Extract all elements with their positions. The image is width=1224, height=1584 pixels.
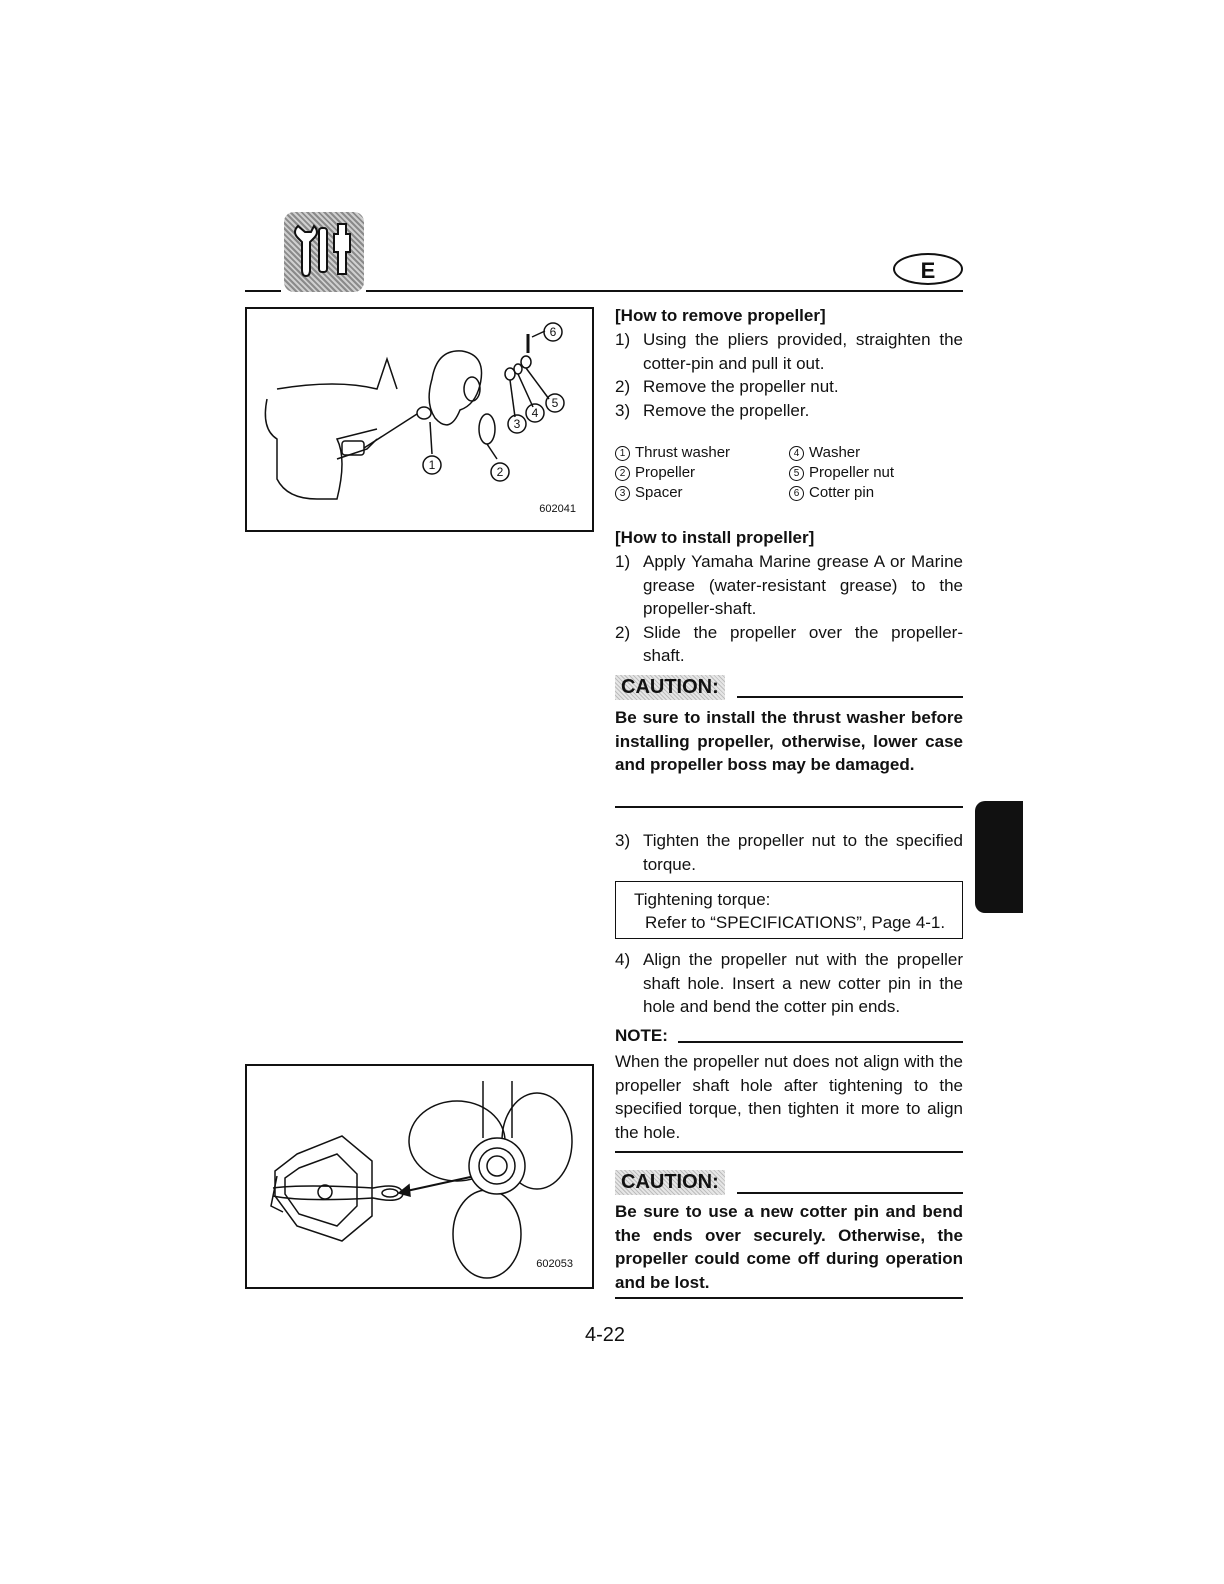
legend-item: 3 Spacer	[615, 483, 789, 503]
caution-end-rule	[615, 1297, 963, 1299]
remove-steps	[615, 328, 963, 422]
legend-item: 4 Washer	[789, 443, 963, 463]
parts-legend	[615, 443, 963, 503]
torque-title: Tightening torque:	[634, 890, 771, 909]
note-rule	[678, 1041, 963, 1043]
figure-number: 602041	[539, 503, 576, 515]
install-heading: [How to install propeller]	[615, 528, 815, 547]
callout-3: 3	[513, 417, 521, 431]
caution-rule	[737, 1192, 963, 1194]
callout-4: 4	[531, 406, 539, 420]
callout-6: 6	[549, 325, 557, 339]
caution-text: Be sure to install the thrust washer before installing propeller, otherwise, lower case and propeller boss may be damaged.	[615, 708, 963, 774]
legend-item: 1 Thrust washer	[615, 443, 789, 463]
caution-text: Be sure to use a new cotter pin and bend the ends over securely. Otherwise, the propeller could come off during operation and be lost.	[615, 1202, 963, 1292]
page-number: 4-22	[584, 1324, 626, 1346]
language-badge: E	[893, 253, 963, 285]
note-label: NOTE:	[615, 1026, 668, 1045]
callout-5: 5	[551, 396, 559, 410]
caution-label: CAUTION:	[615, 675, 725, 700]
note-text: When the propeller nut does not align with the propeller shaft hole after tightening to the specified torque, then tighten it more to align the hole.	[615, 1052, 963, 1142]
install-step-3	[615, 829, 963, 876]
caution-label: CAUTION:	[615, 1170, 725, 1195]
caution-rule	[737, 696, 963, 698]
callout-1: 1	[428, 458, 436, 472]
list-item: 2) Remove the propeller nut.	[615, 377, 839, 396]
list-item: 1) Apply Yamaha Marine grease A or Marine grease (water-resistant grease) to the propeller-shaft.	[615, 552, 963, 618]
torque-reference: Refer to “SPECIFICATIONS”, Page 4-1.	[645, 913, 946, 932]
list-item: 4) Align the propeller nut with the propeller shaft hole. Insert a new cotter pin in the hole and bend the cotter pin ends.	[615, 950, 963, 1016]
note-end-rule	[615, 1151, 963, 1153]
remove-heading: [How to remove propeller]	[615, 306, 826, 325]
callout-2: 2	[496, 465, 504, 479]
list-item: 2) Slide the propeller over the propeller-shaft.	[615, 622, 963, 665]
legend-item: 5 Propeller nut	[789, 463, 963, 483]
cotter-pin-diagram	[247, 1066, 592, 1287]
legend-item: 2 Propeller	[615, 463, 789, 483]
caution-end-rule	[615, 806, 963, 808]
list-item: 3) Tighten the propeller nut to the specified torque.	[615, 831, 963, 874]
header-rule-right	[366, 290, 963, 292]
list-item: 1) Using the pliers provided, straighten the cotter-pin and pull it out.	[615, 330, 963, 373]
propeller-exploded-diagram	[247, 309, 592, 530]
chapter-tab	[975, 801, 1023, 913]
figure-number: 602053	[536, 1258, 573, 1270]
legend-item: 6 Cotter pin	[789, 483, 963, 503]
figure-propeller-removal	[245, 307, 594, 532]
list-item: 3) Remove the propeller.	[615, 400, 810, 420]
tools-icon	[284, 212, 364, 292]
figure-cotter-pin	[245, 1064, 594, 1289]
install-step-4	[615, 948, 963, 1019]
header-rule-left	[245, 290, 281, 292]
install-steps	[615, 550, 963, 668]
torque-box	[615, 881, 963, 939]
